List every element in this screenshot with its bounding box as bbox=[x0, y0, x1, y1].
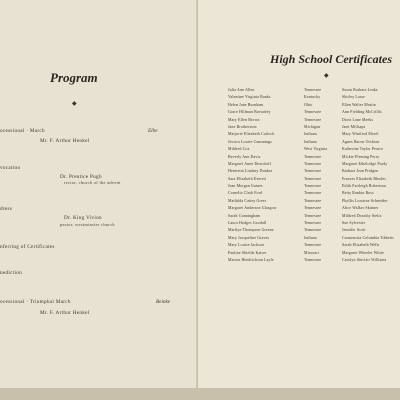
certificate-name-second: Agnes Bacon Orsborn bbox=[342, 139, 380, 144]
certificate-town: Tennessee bbox=[304, 117, 322, 122]
program-item-benediction: nediction bbox=[0, 270, 23, 276]
certificate-row bbox=[228, 125, 398, 132]
program-item-processional-note: Elbe bbox=[148, 128, 158, 134]
certificate-town: Indiana bbox=[304, 139, 317, 144]
certificate-name: Mathilda Cattey Greer bbox=[228, 198, 267, 203]
certificate-town: Tennessee bbox=[304, 191, 322, 196]
certificate-town: Michigan bbox=[304, 124, 321, 129]
program-item-processional: ocessional · March bbox=[0, 128, 45, 134]
program-item-address-person: Dr. King Vivion bbox=[64, 215, 102, 221]
certificates-list bbox=[228, 88, 398, 265]
certificate-name-second: Carmencita Columbia Tibbetts bbox=[342, 235, 394, 240]
certificate-name-second: Doris Lane Meeks bbox=[342, 117, 374, 122]
certificate-row bbox=[228, 236, 398, 243]
certificate-name-second: Susan Barbara Leake bbox=[342, 88, 378, 92]
certificate-row bbox=[228, 221, 398, 228]
certificate-name: Laura Hodges Goodall bbox=[228, 221, 267, 226]
certificate-name: Jean Morgan Gaines bbox=[228, 184, 263, 189]
certificate-row bbox=[228, 169, 398, 176]
certificate-town: Indiana bbox=[304, 235, 317, 240]
program-page bbox=[0, 0, 198, 400]
certificate-name: Sarah Cunningham bbox=[228, 213, 261, 218]
certificate-name: Margaret Anderson Glasgow bbox=[228, 206, 277, 211]
certificate-name-second: Jennifer Scott bbox=[342, 228, 366, 233]
program-item-address-title: pastor, westminster church bbox=[60, 222, 115, 227]
certificate-town: Indiana bbox=[304, 132, 317, 137]
certificate-row bbox=[228, 103, 398, 110]
certificate-row bbox=[228, 140, 398, 147]
certificate-row bbox=[228, 258, 398, 265]
certificate-name: Pauline Shields Kaiser bbox=[228, 250, 267, 255]
certificate-name-second: Mickie Fleming Perry bbox=[342, 154, 380, 159]
certificate-town: Tennessee bbox=[304, 198, 322, 203]
certificate-town: Tennessee bbox=[304, 88, 322, 92]
certificate-name-second: Shirley Lasse bbox=[342, 95, 366, 100]
certificate-town: Ohio bbox=[304, 102, 313, 107]
certificate-row bbox=[228, 206, 398, 213]
certificate-name-second: Frances Elizabeth Rhodes bbox=[342, 176, 387, 181]
certificate-name: Mary Ellen Brown bbox=[228, 117, 260, 122]
certificate-name-second: Carolyn Sinclair Williams bbox=[342, 257, 387, 262]
certificate-name-second: Mildred Dorothy Steltz bbox=[342, 213, 382, 218]
certificate-name-second: Phyllis Lorraine Schneider bbox=[342, 198, 388, 203]
certificate-name: Jessica Louise Cummings bbox=[228, 139, 272, 144]
certificate-name-second: Edith Fairleigh Robertson bbox=[342, 184, 387, 189]
certificate-row bbox=[228, 110, 398, 117]
program-title: Program bbox=[50, 70, 98, 85]
certificate-town: Tennessee bbox=[304, 154, 322, 159]
certificate-name: Margaret Anne Deardorff bbox=[228, 161, 272, 166]
certificate-row bbox=[228, 155, 398, 162]
certificate-name: Mildred Cox bbox=[228, 147, 250, 152]
certificate-row bbox=[228, 162, 398, 169]
certificate-name-second: Margaret Ethelridge Purdy bbox=[342, 161, 388, 166]
certificate-town: Tennessee bbox=[304, 213, 322, 218]
certificate-town: Tennessee bbox=[304, 206, 322, 211]
certificate-town: Tennessee bbox=[304, 228, 322, 233]
certificate-name-second: Betty Rankin Ross bbox=[342, 191, 374, 196]
certificate-row bbox=[228, 184, 398, 191]
certificate-row bbox=[228, 118, 398, 125]
program-item-processional-person: Mr. F. Arthur Henkel bbox=[40, 138, 90, 144]
program-item-invocation-person: Dr. Prentice Pugh bbox=[60, 174, 102, 180]
certificate-town: Tennessee bbox=[304, 243, 322, 248]
certificate-name-second: Sue Sylvester bbox=[342, 221, 366, 226]
certificate-name: Valentine Virginia Banks bbox=[228, 95, 271, 100]
certificate-name: Jane Brotherston bbox=[228, 124, 257, 129]
certificate-town: Kentucky bbox=[304, 95, 321, 100]
certificate-town: West Virginia bbox=[304, 147, 328, 152]
certificate-name-second: Mary Winifred Morel bbox=[342, 132, 379, 137]
certificate-name: Marjorie Elizabeth Carlock bbox=[228, 132, 275, 137]
certificate-town: Tennessee bbox=[304, 161, 322, 166]
certificate-row bbox=[228, 132, 398, 139]
certificates-title: High School Certificates bbox=[270, 52, 393, 66]
certificate-name: Mary Jacqueline Graves bbox=[228, 235, 270, 240]
certificate-row bbox=[228, 191, 398, 198]
certificate-name-second: Barbara Jean Pridgen bbox=[342, 169, 379, 174]
certificate-row bbox=[228, 199, 398, 206]
certificate-name: Marion Hendrickson Layle bbox=[228, 257, 274, 262]
certificate-row bbox=[228, 95, 398, 102]
ornament-dot: ◆ bbox=[324, 73, 329, 79]
certificate-name-second: Katherine Taylor Pearce bbox=[342, 147, 384, 152]
program-item-invocation: vocation bbox=[0, 165, 21, 171]
certificate-town: Tennessee bbox=[304, 176, 322, 181]
certificate-name-second: Ann Fielding McCrillis bbox=[342, 110, 382, 115]
certificate-town: Tennessee bbox=[304, 184, 322, 189]
certificate-town: Missouri bbox=[304, 250, 320, 255]
program-item-conferring: nferring of Certificates bbox=[0, 244, 55, 250]
certificate-row bbox=[228, 177, 398, 184]
certificate-name-second: Alice Walker Skinner bbox=[342, 206, 379, 211]
program-item-recessional-person: Mr. F. Arthur Henkel bbox=[40, 310, 90, 316]
certificate-name: Helen Jane Burnham bbox=[228, 102, 264, 107]
certificate-town: Tennessee bbox=[304, 257, 322, 262]
certificate-town: Tennessee bbox=[304, 110, 322, 115]
certificate-name-second: Margaret Wheeler White bbox=[342, 250, 384, 255]
page-bottom-edge bbox=[0, 388, 400, 400]
certificate-town: Tennessee bbox=[304, 221, 322, 226]
program-item-invocation-title: rector, church of the advent bbox=[64, 180, 121, 185]
certificate-name: Cornelia Clark Ford bbox=[228, 191, 263, 196]
certificate-name: Henrietta Lindsey Dunbar bbox=[228, 169, 273, 174]
program-item-recessional-note: Beinke bbox=[156, 299, 171, 305]
certificate-name: Julia Ann Allen bbox=[228, 88, 255, 92]
certificate-row bbox=[228, 251, 398, 258]
certificate-town: Tennessee bbox=[304, 169, 322, 174]
certificate-name: Marilyn Thompson Greene bbox=[228, 228, 274, 233]
certificate-name: Sara Elizabeth Everett bbox=[228, 176, 267, 181]
certificate-name-second: Sarah Elizabeth Wells bbox=[342, 243, 380, 248]
certificate-name-second: Ellen Walter Martin bbox=[342, 102, 376, 107]
certificate-row bbox=[228, 228, 398, 235]
ornament-dot: ◆ bbox=[72, 101, 77, 107]
certificate-row bbox=[228, 88, 398, 95]
certificate-row bbox=[228, 214, 398, 221]
program-item-address: dress bbox=[0, 206, 13, 212]
program-item-recessional: ocessional · Triumphal March bbox=[0, 299, 71, 305]
certificate-name: Beverly Ann Davis bbox=[228, 154, 261, 159]
certificate-row bbox=[228, 147, 398, 154]
certificate-name: Mary Louise Jackson bbox=[228, 243, 265, 248]
certificate-name-second: Jane Millsaps bbox=[342, 124, 366, 129]
certificate-name: Grace Hillman Brownley bbox=[228, 110, 271, 115]
certificate-row bbox=[228, 243, 398, 250]
